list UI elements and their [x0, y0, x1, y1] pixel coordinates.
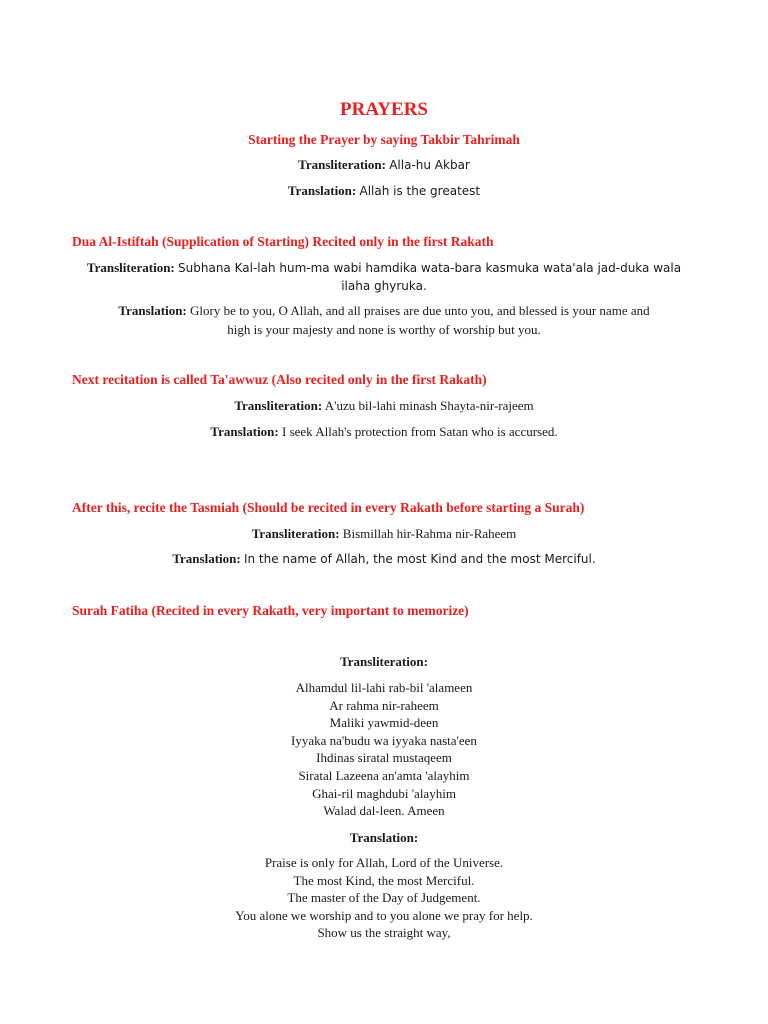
- verse-line: Maliki yawmid-deen: [329, 715, 439, 731]
- verse-line: Siratal Lazeena an'amta 'alayhim: [298, 767, 470, 783]
- verse-line: Ghai-ril maghdubi 'alayhim: [312, 785, 456, 801]
- verse-line: Ar rahma nir-raheem: [329, 697, 439, 713]
- page-title: PRAYERS: [340, 99, 428, 120]
- taawwuz-transliteration: [60, 397, 708, 415]
- translation-label: Translation:: [210, 424, 279, 439]
- takbir-translation: [60, 182, 708, 200]
- verse-line: You alone we worship and to you alone we pray for help.: [235, 907, 533, 923]
- verse-line: Iyyaka na'budu wa iyyaka nasta'een: [291, 732, 477, 748]
- transliteration-text: A'uzu bil-lahi minash Shayta-nir-rajeem: [324, 398, 534, 413]
- transliteration-label: Transliteration:: [86, 260, 175, 275]
- istiftah-transliteration-line2: [60, 277, 708, 295]
- translation-text: high is your majesty and none is worthy of worship but you.: [227, 322, 541, 337]
- verse-line: The most Kind, the most Merciful.: [293, 872, 475, 888]
- transliteration-text: Subhana Kal-lah hum-ma wabi hamdika wata-bara kasmuka wata'ala jad-duka wala: [178, 261, 682, 275]
- translation-text: Glory be to you, O Allah, and all praises are due unto you, and blessed is your name and: [190, 303, 650, 318]
- transliteration-label: Transliteration:: [298, 157, 386, 172]
- translation-text: I seek Allah's protection from Satan who is accursed.: [282, 424, 558, 439]
- tasmiah-transliteration: [60, 525, 708, 543]
- transliteration-text: Alla-hu Akbar: [389, 158, 470, 172]
- fatiha-transliteration-label: Transliteration:: [340, 654, 428, 669]
- section-heading-tasmiah: After this, recite the Tasmiah (Should be recited in every Rakath before starting a Surah): [72, 500, 585, 515]
- section-heading-takbir: Starting the Prayer by saying Takbir Tahrimah: [248, 132, 520, 147]
- translation-label: Translation:: [287, 183, 357, 198]
- section-heading-istiftah: Dua Al-Istiftah (Supplication of Starting) Recited only in the first Rakath: [72, 234, 494, 249]
- verse-line: Ihdinas siratal mustaqeem: [316, 750, 452, 766]
- transliteration-label: Transliteration:: [251, 526, 340, 541]
- translation-text: In the name of Allah, the most Kind and the most Merciful.: [243, 552, 596, 566]
- verse-line: Alhamdul lil-lahi rab-bil 'alameen: [295, 680, 473, 695]
- transliteration-text: Bismillah hir-Rahma nir-Raheem: [342, 526, 517, 541]
- section-heading-taawwuz: Next recitation is called Ta'awwuz (Also recited only in the first Rakath): [72, 372, 487, 387]
- fatiha-translation-verses: [0, 854, 768, 942]
- taawwuz-translation: [60, 423, 708, 441]
- istiftah-translation-line1: [60, 302, 708, 320]
- verse-line: Walad dal-leen. Ameen: [323, 803, 445, 819]
- translation-label: Translation:: [118, 303, 187, 318]
- verse-line: The master of the Day of Judgement.: [287, 890, 481, 906]
- transliteration-label: Transliteration:: [234, 398, 323, 413]
- translation-label: Translation:: [172, 551, 241, 566]
- transliteration-text: ilaha ghyruka.: [341, 279, 427, 293]
- fatiha-transliteration-verses: [0, 679, 768, 820]
- fatiha-translation-label: Translation:: [349, 830, 419, 845]
- istiftah-transliteration-line1: [60, 259, 708, 277]
- verse-line: Show us the straight way,: [317, 925, 451, 941]
- verse-line: Praise is only for Allah, Lord of the Universe.: [264, 855, 504, 870]
- tasmiah-translation: [60, 550, 708, 568]
- istiftah-translation-line2: [60, 321, 708, 339]
- translation-text: Allah is the greatest: [359, 184, 481, 198]
- section-heading-fatiha: Surah Fatiha (Recited in every Rakath, very important to memorize): [72, 603, 469, 618]
- takbir-transliteration: [60, 156, 708, 174]
